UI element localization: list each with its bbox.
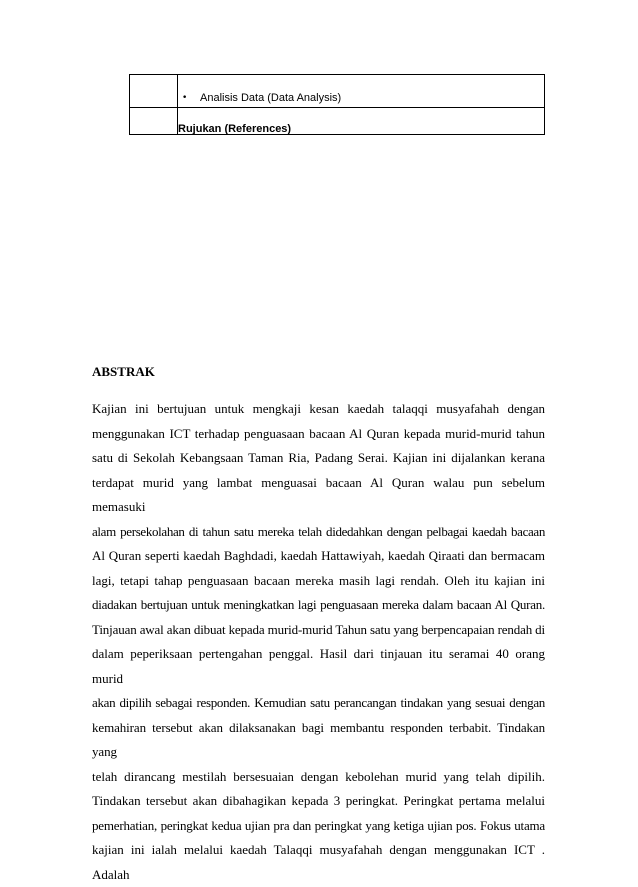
paragraph-line: menggunakan ICT terhadap penguasaan bacaan Al Quran kepada murid-murid tahun xyxy=(92,425,545,441)
outline-table xyxy=(129,74,545,135)
paragraph-line: pemerhatian, peringkat kedua ujian pra dan peringkat yang ketiga ujian pos. Fokus utama xyxy=(92,817,545,833)
paragraph-line: Al Quran seperti kaedah Baghdadi, kaedah Hattawiyah, kaedah Qiraati dan bermacam xyxy=(92,548,545,563)
paragraph-line: dalam peperiksaan pertengahan penggal. Hasil dari tinjauan itu seramai 40 orang murid xyxy=(92,646,545,686)
paragraph-line: telah dirancang mestilah bersesuaian dengan kebolehan murid yang telah dipilih. xyxy=(92,768,545,784)
paragraph-line: lagi, tetapi tahap penguasaan bacaan mereka masih lagi rendah. Oleh itu kajian ini xyxy=(92,572,545,588)
table-cell-references: Rujukan (References) xyxy=(178,123,292,135)
paragraph-line: terdapat murid yang lambat menguasai bacaan Al Quran walau pun sebelum memasuki xyxy=(92,474,545,514)
paragraph-line: kajian ini ialah melalui kaedah Talaqqi musyafahah dengan menggunakan ICT . Adalah xyxy=(92,842,545,882)
paragraph-line: alam persekolahan di tahun satu mereka telah didedahkan dengan pelbagai kaedah bacaan xyxy=(92,523,545,539)
paragraph-line: diadakan bertujuan untuk meningkatkan lagi penguasaan mereka dalam bacaan Al Quran. xyxy=(92,597,545,612)
table-row-divider xyxy=(130,107,544,108)
paragraph-line: Kajian ini bertujuan untuk mengkaji kesan kaedah talaqqi musyafahah dengan xyxy=(92,401,545,416)
paragraph-line: Tindakan tersebut akan dibahagikan kepada 3 peringkat. Peringkat pertama melalui xyxy=(92,793,545,808)
paragraph-line: kemahiran tersebut akan dilaksanakan bagi membantu responden terbabit. Tindakan yang xyxy=(92,719,545,759)
abstrak-heading: ABSTRAK xyxy=(92,364,155,379)
paragraph-line: akan dipilih sebagai responden. Kemudian satu perancangan tindakan yang sesuai dengan xyxy=(92,695,545,710)
abstrak-paragraph xyxy=(92,397,545,887)
paragraph-line: Tinjauan awal akan dibuat kepada murid-murid Tahun satu yang berpencapaian rendah di xyxy=(92,621,545,637)
bullet-icon: • xyxy=(182,93,188,103)
paragraph-line: satu di Sekolah Kebangsaan Taman Ria, Padang Serai. Kajian ini dijalankan kerana xyxy=(92,450,545,465)
table-cell-data-analysis: Analisis Data (Data Analysis) xyxy=(200,92,342,104)
